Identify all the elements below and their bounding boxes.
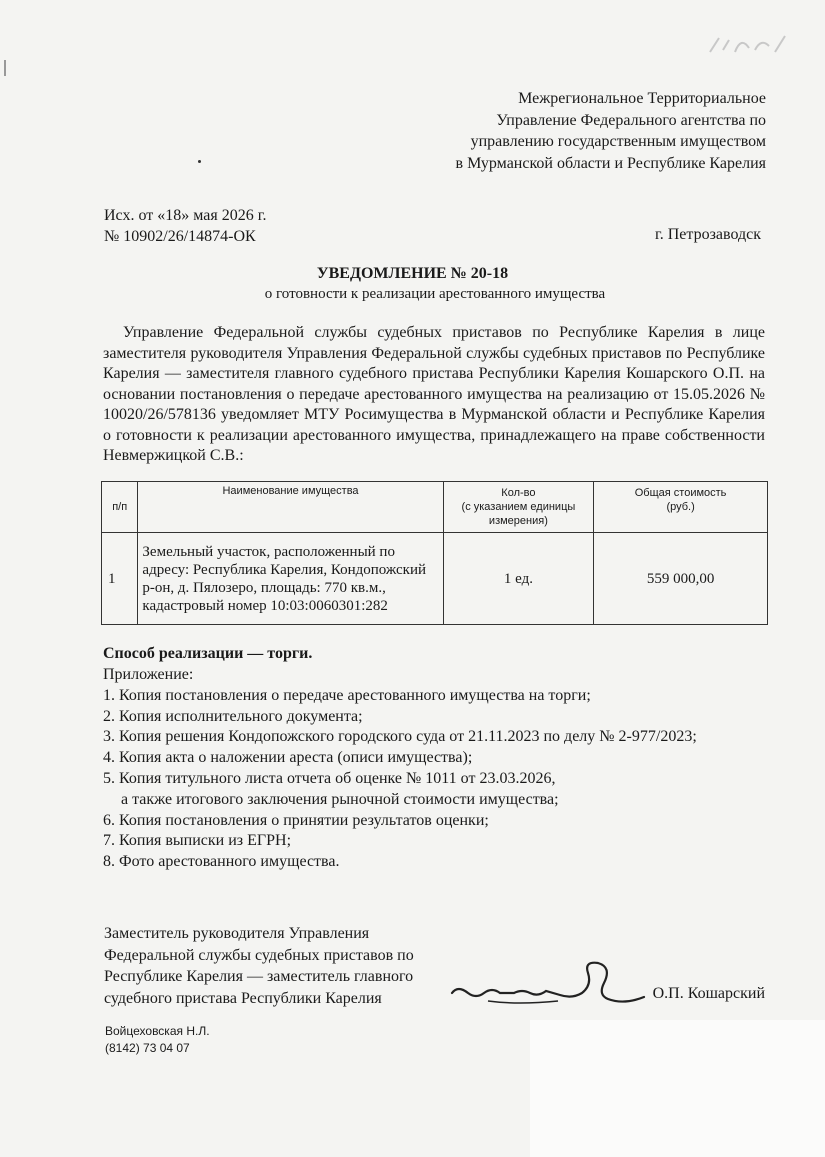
handwritten-signature <box>448 955 648 1015</box>
header-name: Наименование имущества <box>138 482 443 533</box>
reference-city: г. Петрозаводск <box>654 226 761 243</box>
list-item: 1. Копия постановления о передаче арестованного имущества на торги; <box>103 686 591 704</box>
signer-name: О.П. Кошарский <box>652 985 765 1002</box>
table-row <box>102 533 768 625</box>
addressee-line: Межрегиональное Территориальное <box>518 90 766 107</box>
reference-number: № 10902/26/14874-ОК <box>104 228 256 245</box>
signer-line: Республике Карелия — заместитель главного <box>104 968 414 985</box>
signer-line: Заместитель руководителя Управления <box>104 925 370 942</box>
list-item: 5. Копия титульного листа отчета об оценке № 1011 от 23.03.2026, <box>103 769 556 787</box>
list-item: 4. Копия акта о наложении ареста (описи имущества); <box>103 749 473 767</box>
sale-method: Способ реализации — торги. <box>103 645 313 662</box>
document-subtitle: о готовности к реализации арестованного имущества <box>264 286 606 302</box>
addressee-line: в Мурманской области и Республике Карелия <box>455 154 766 172</box>
header-cost: Общая стоимость (руб.) <box>594 482 768 533</box>
property-table <box>101 481 768 625</box>
appendix-heading: Приложение: <box>103 666 194 683</box>
scan-edge-mark <box>4 60 6 76</box>
executor-block <box>105 1023 210 1057</box>
list-item: 2. Копия исполнительного документа; <box>103 707 363 725</box>
signer-line: Федеральной службы судебных приставов по <box>104 946 414 964</box>
list-item-continuation: а также итогового заключения рыночной стоимости имущества; <box>121 790 559 808</box>
outgoing-reference <box>104 205 266 247</box>
reference-date: Исх. от «18» мая 2026 г. <box>104 207 267 224</box>
appendix-block <box>103 665 697 873</box>
document-title: УВЕДОМЛЕНИЕ № 20-18 <box>316 265 509 282</box>
redacted-stamp-area <box>530 1020 825 1157</box>
list-item: 6. Копия постановления о принятии результатов оценки; <box>103 811 489 829</box>
addressee-line: управлению государственным имуществом <box>470 133 766 150</box>
header-qty: Кол-во (с указанием единицы измерения) <box>443 482 594 533</box>
executor-phone: (8142) 73 04 07 <box>105 1041 190 1055</box>
addressee-block <box>386 88 766 174</box>
ink-dot <box>198 160 201 163</box>
list-item: 8. Фото арестованного имущества. <box>103 853 340 871</box>
row-name: Земельный участок, расположенный по адресу: Республика Карелия, Кондопожский р-он, д. Пялозеро, площадь: 770 кв.м., кадастровый номер 10:03:0060301:282 <box>138 533 443 625</box>
handwritten-mark <box>705 30 795 60</box>
executor-name: Войцеховская Н.Л. <box>105 1024 210 1038</box>
row-qty: 1 ед. <box>443 533 594 625</box>
signer-position <box>104 923 414 1009</box>
list-item: 3. Копия решения Кондопожского городского суда от 21.11.2023 по делу № 2-977/2023; <box>103 728 697 746</box>
row-num: 1 <box>102 533 138 625</box>
row-cost: 559 000,00 <box>594 533 768 625</box>
appendix-list <box>103 686 697 873</box>
table-header-row <box>102 482 768 533</box>
signer-line: судебного пристава Республики Карелия <box>104 989 382 1007</box>
header-num: п/п <box>102 482 138 533</box>
addressee-line: Управление Федерального агентства по <box>496 111 766 129</box>
notification-body: Управление Федеральной службы судебных приставов по Республике Карелия в лице заместителя руководителя Управления Федеральной службы судебных приставов по Республике Карелия — заместителя главного судебного пристава Республики Карелия Кошарского О.П. на основании постановления о передаче арестованного имущества на реализацию от 15.05.2026 № 10020/26/578136 уведомляет МТУ Росимущества в Мурманской области и Республике Карелия о готовности к реализации арестованного имущества, принадлежащего на праве собственности Невмержицкой С.В.: <box>103 324 765 464</box>
list-item: 7. Копия выписки из ЕГРН; <box>103 832 292 850</box>
